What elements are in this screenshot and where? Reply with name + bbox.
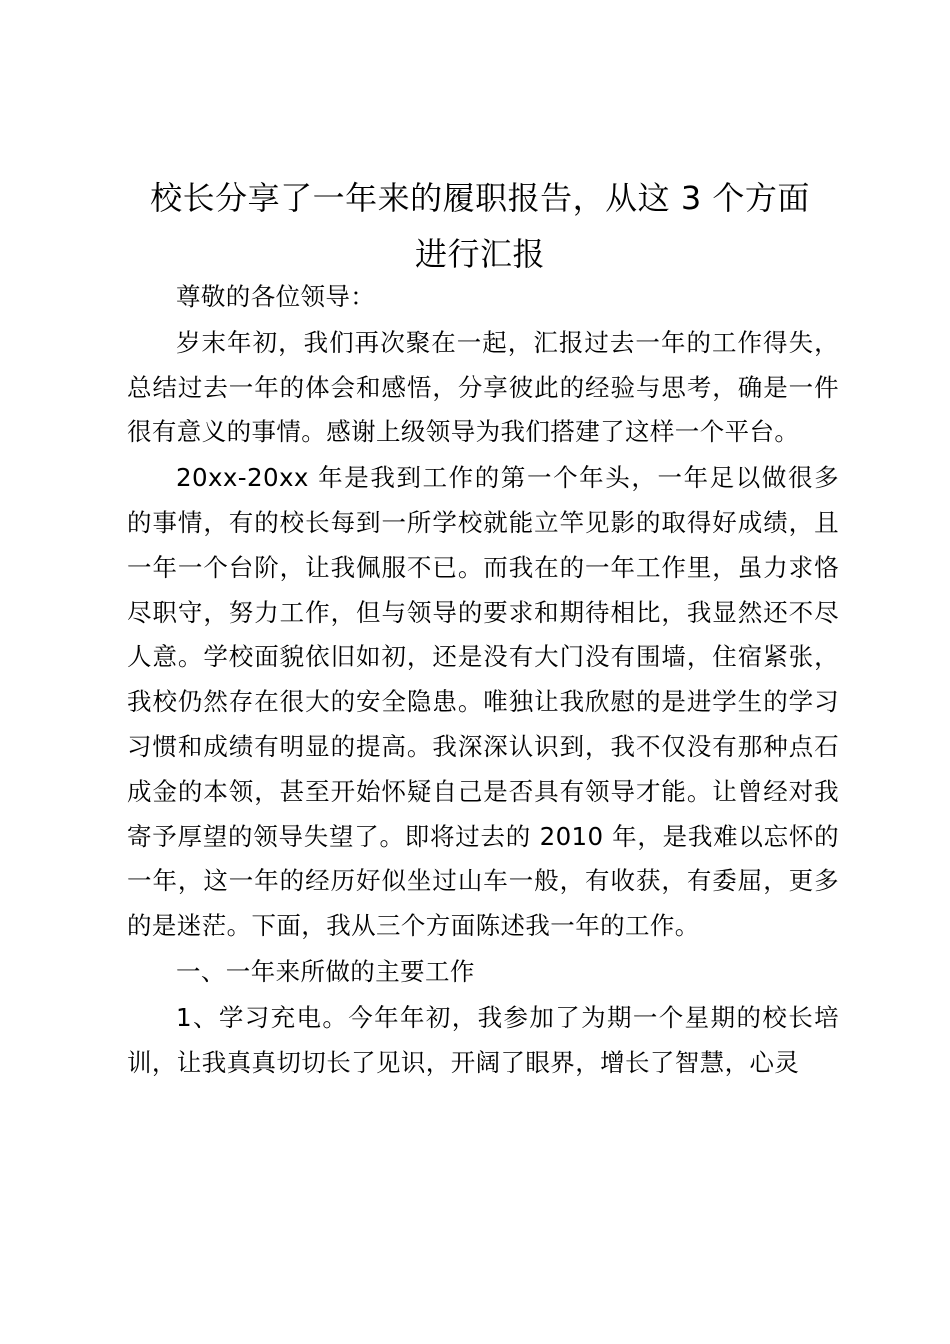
paragraph-2: 20xx-20xx 年是我到工作的第一个年头，一年足以做很多的事情，有的校长每到一所学校就能立竿见影的取得好成绩，且一年一个台阶，让我佩服不已。而我在的一年工作里，虽力求恪尽职守，努力工作，但与领导的要求和期待相比，我显然还不尽人意。学校面貌依旧如初，还是没有大门没有围墙，住宿紧张，我校仍然存在很大的安全隐患。唯独让我欣慰的是进学生的学习习惯和成绩有明显的提高。我深深认识到，我不仅没有那种点石成金的本领，甚至开始怀疑自己是否具有领导才能。让曾经对我寄予厚望的领导失望了。即将过去的 2010 年，是我难以忘怀的一年，这一年的经历好似坐过山车一般，有收获，有委屈，更多的是迷茫。下面，我从三个方面陈述我一年的工作。 (127, 463, 839, 941)
title-line-2: 进行汇报 (414, 235, 545, 273)
document-title (118, 170, 842, 282)
section-paragraph: 1、学习充电。今年年初，我参加了为期一个星期的校长培训，让我真真切切长了见识，开阔了眼界，增长了智慧，心灵 (127, 1002, 839, 1077)
section-heading: 一、一年来所做的主要工作 (176, 956, 475, 986)
salutation: 尊敬的各位领导： (176, 282, 376, 311)
paragraph-1: 岁末年初，我们再次聚在一起，汇报过去一年的工作得失，总结过去一年的体会和感悟，分享彼此的经验与思考，确是一件很有意义的事情。感谢上级领导为我们搭建了这样一个平台。 (127, 327, 839, 447)
document-body (127, 275, 839, 1086)
title-line-1: 校长分享了一年来的履职报告，从这 3 个方面 (150, 179, 810, 217)
